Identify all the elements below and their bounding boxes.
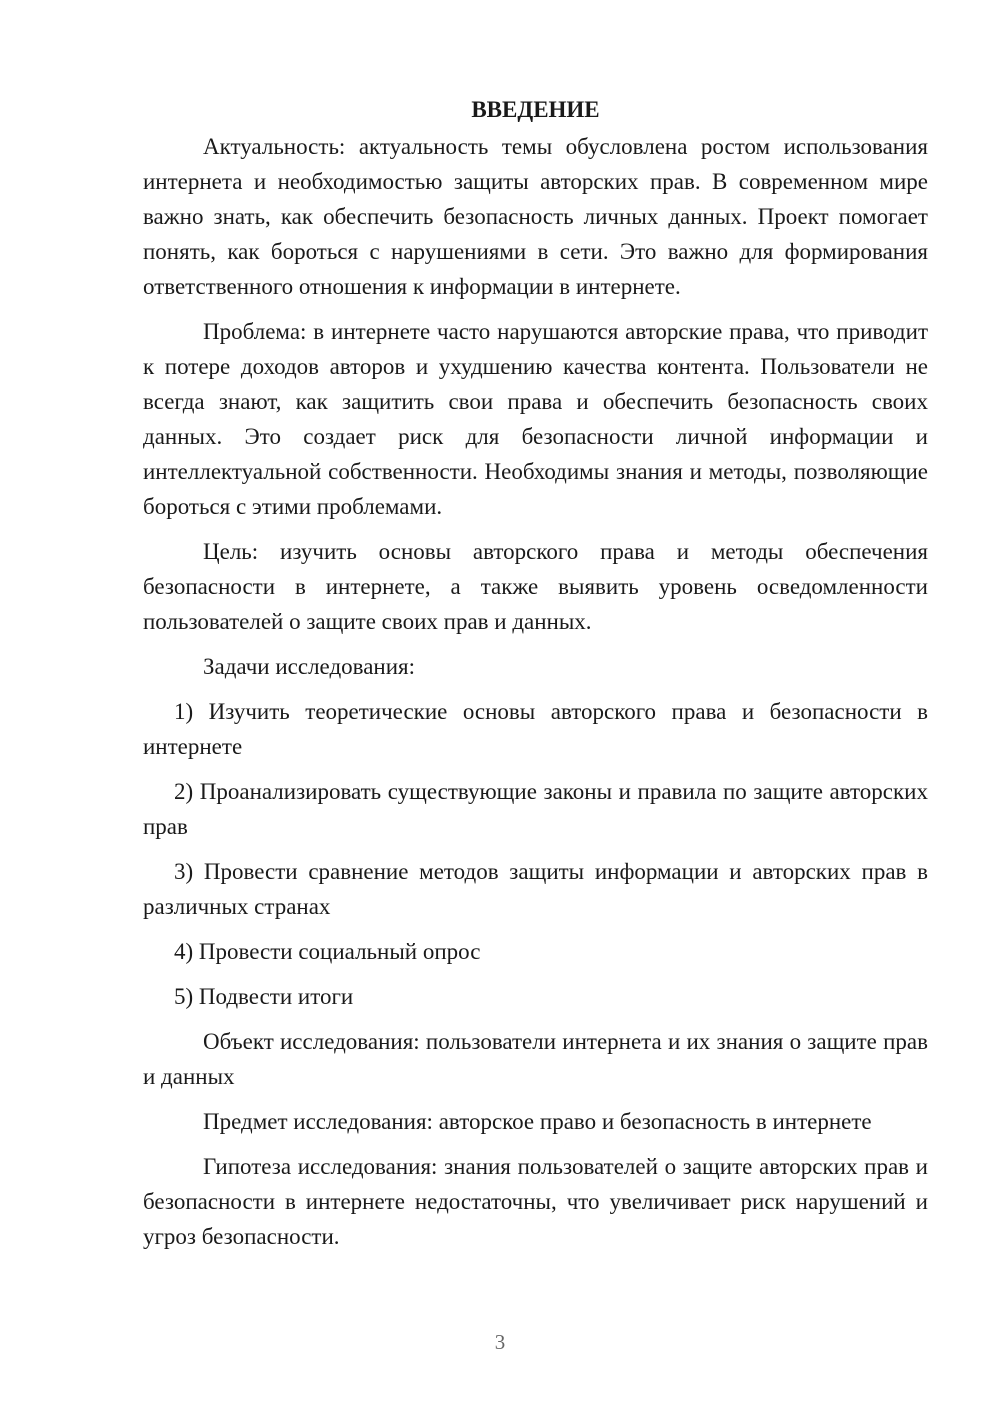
tasks-heading: Задачи исследования: [203, 654, 416, 679]
relevance-paragraph: Актуальность: актуальность темы обусловлена ростом использования интернета и необходимостью защиты авторских прав. В современном мире важно знать, как обеспечить безопасность личных данных. Проект помогает понять, как бороться с нарушениями в сети. Это важно для формирования ответственного отношения к информации в интернете. [143, 134, 928, 299]
problem-paragraph: Проблема: в интернете часто нарушаются авторские права, что приводит к потере доходов авторов и ухудшению качества контента. Пользователи не всегда знают, как защитить свои права и обеспечить безопасность своих данных. Это создает риск для безопасности личной информации и интеллектуальной собственности. Необходимы знания и методы, позволяющие бороться с этими проблемами. [143, 319, 928, 519]
task-item: 2) Проанализировать существующие законы и правила по защите авторских прав [143, 779, 928, 839]
subject-paragraph: Предмет исследования: авторское право и безопасность в интернете [203, 1109, 872, 1134]
task-item: 3) Провести сравнение методов защиты информации и авторских прав в различных странах [143, 859, 928, 919]
hypothesis-paragraph: Гипотеза исследования: знания пользователей о защите авторских прав и безопасности в интернете недостаточны, что увеличивает риск нарушений и угроз безопасности. [143, 1154, 928, 1249]
task-item: 5) Подвести итоги [174, 984, 354, 1009]
object-paragraph: Объект исследования: пользователи интернета и их знания о защите прав и данных [143, 1029, 928, 1089]
task-item: 4) Провести социальный опрос [174, 939, 481, 964]
task-item: 1) Изучить теоретические основы авторского права и безопасности в интернете [143, 699, 928, 759]
goal-paragraph: Цель: изучить основы авторского права и методы обеспечения безопасности в интернете, а также выявить уровень осведомленности пользователей о защите своих прав и данных. [143, 539, 928, 634]
page-content [143, 92, 928, 1264]
page-title: ВВЕДЕНИЕ [471, 97, 600, 122]
page-number: 3 [494, 1330, 506, 1354]
